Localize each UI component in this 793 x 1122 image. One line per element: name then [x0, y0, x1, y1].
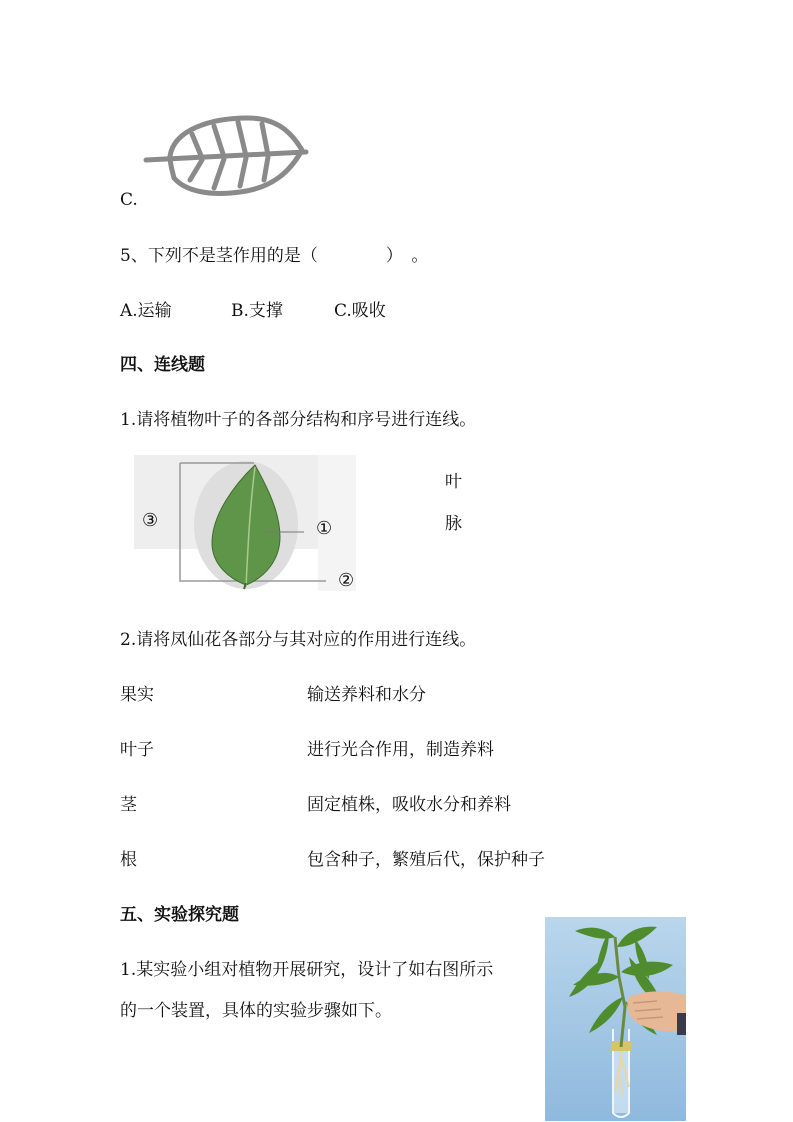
experiment-photo	[545, 917, 686, 1121]
leaf-label-ye: 叶	[445, 472, 462, 492]
part-item: 根	[120, 850, 137, 870]
leaf-label-mai: 脉	[445, 514, 462, 534]
leaf-figure	[134, 455, 360, 595]
function-item: 输送养料和水分	[307, 685, 426, 705]
option-c-label: C.	[120, 190, 138, 210]
section-5-title: 五、实验探究题	[120, 905, 239, 925]
q5-option-c: C.吸收	[334, 301, 386, 321]
function-item: 进行光合作用，制造养料	[307, 740, 494, 760]
section-4-q1-text: 1.请将植物叶子的各部分结构和序号进行连线。	[120, 410, 477, 430]
q5-option-a: A.运输	[120, 301, 172, 321]
part-item: 果实	[120, 685, 154, 705]
section-5-q1-line-2: 的一个装置，具体的实验步骤如下。	[120, 1001, 392, 1021]
part-item: 茎	[120, 795, 137, 815]
function-item: 包含种子，繁殖后代，保护种子	[307, 850, 545, 870]
q5-option-b: B.支撑	[231, 301, 283, 321]
section-4-title: 四、连线题	[120, 355, 205, 375]
marker-1: ①	[316, 518, 333, 539]
section-5-q1-line-1: 1.某实验小组对植物开展研究，设计了如右图所示	[120, 960, 494, 980]
marker-3: ③	[142, 510, 159, 531]
question-5: 5、下列不是茎作用的是（ ） 。	[120, 246, 429, 266]
part-item: 叶子	[120, 740, 154, 760]
marker-2: ②	[338, 570, 355, 591]
leaf-sketch-image	[140, 108, 312, 200]
function-item: 固定植株，吸收水分和养料	[307, 795, 511, 815]
section-4-q2-text: 2.请将凤仙花各部分与其对应的作用进行连线。	[120, 630, 477, 650]
